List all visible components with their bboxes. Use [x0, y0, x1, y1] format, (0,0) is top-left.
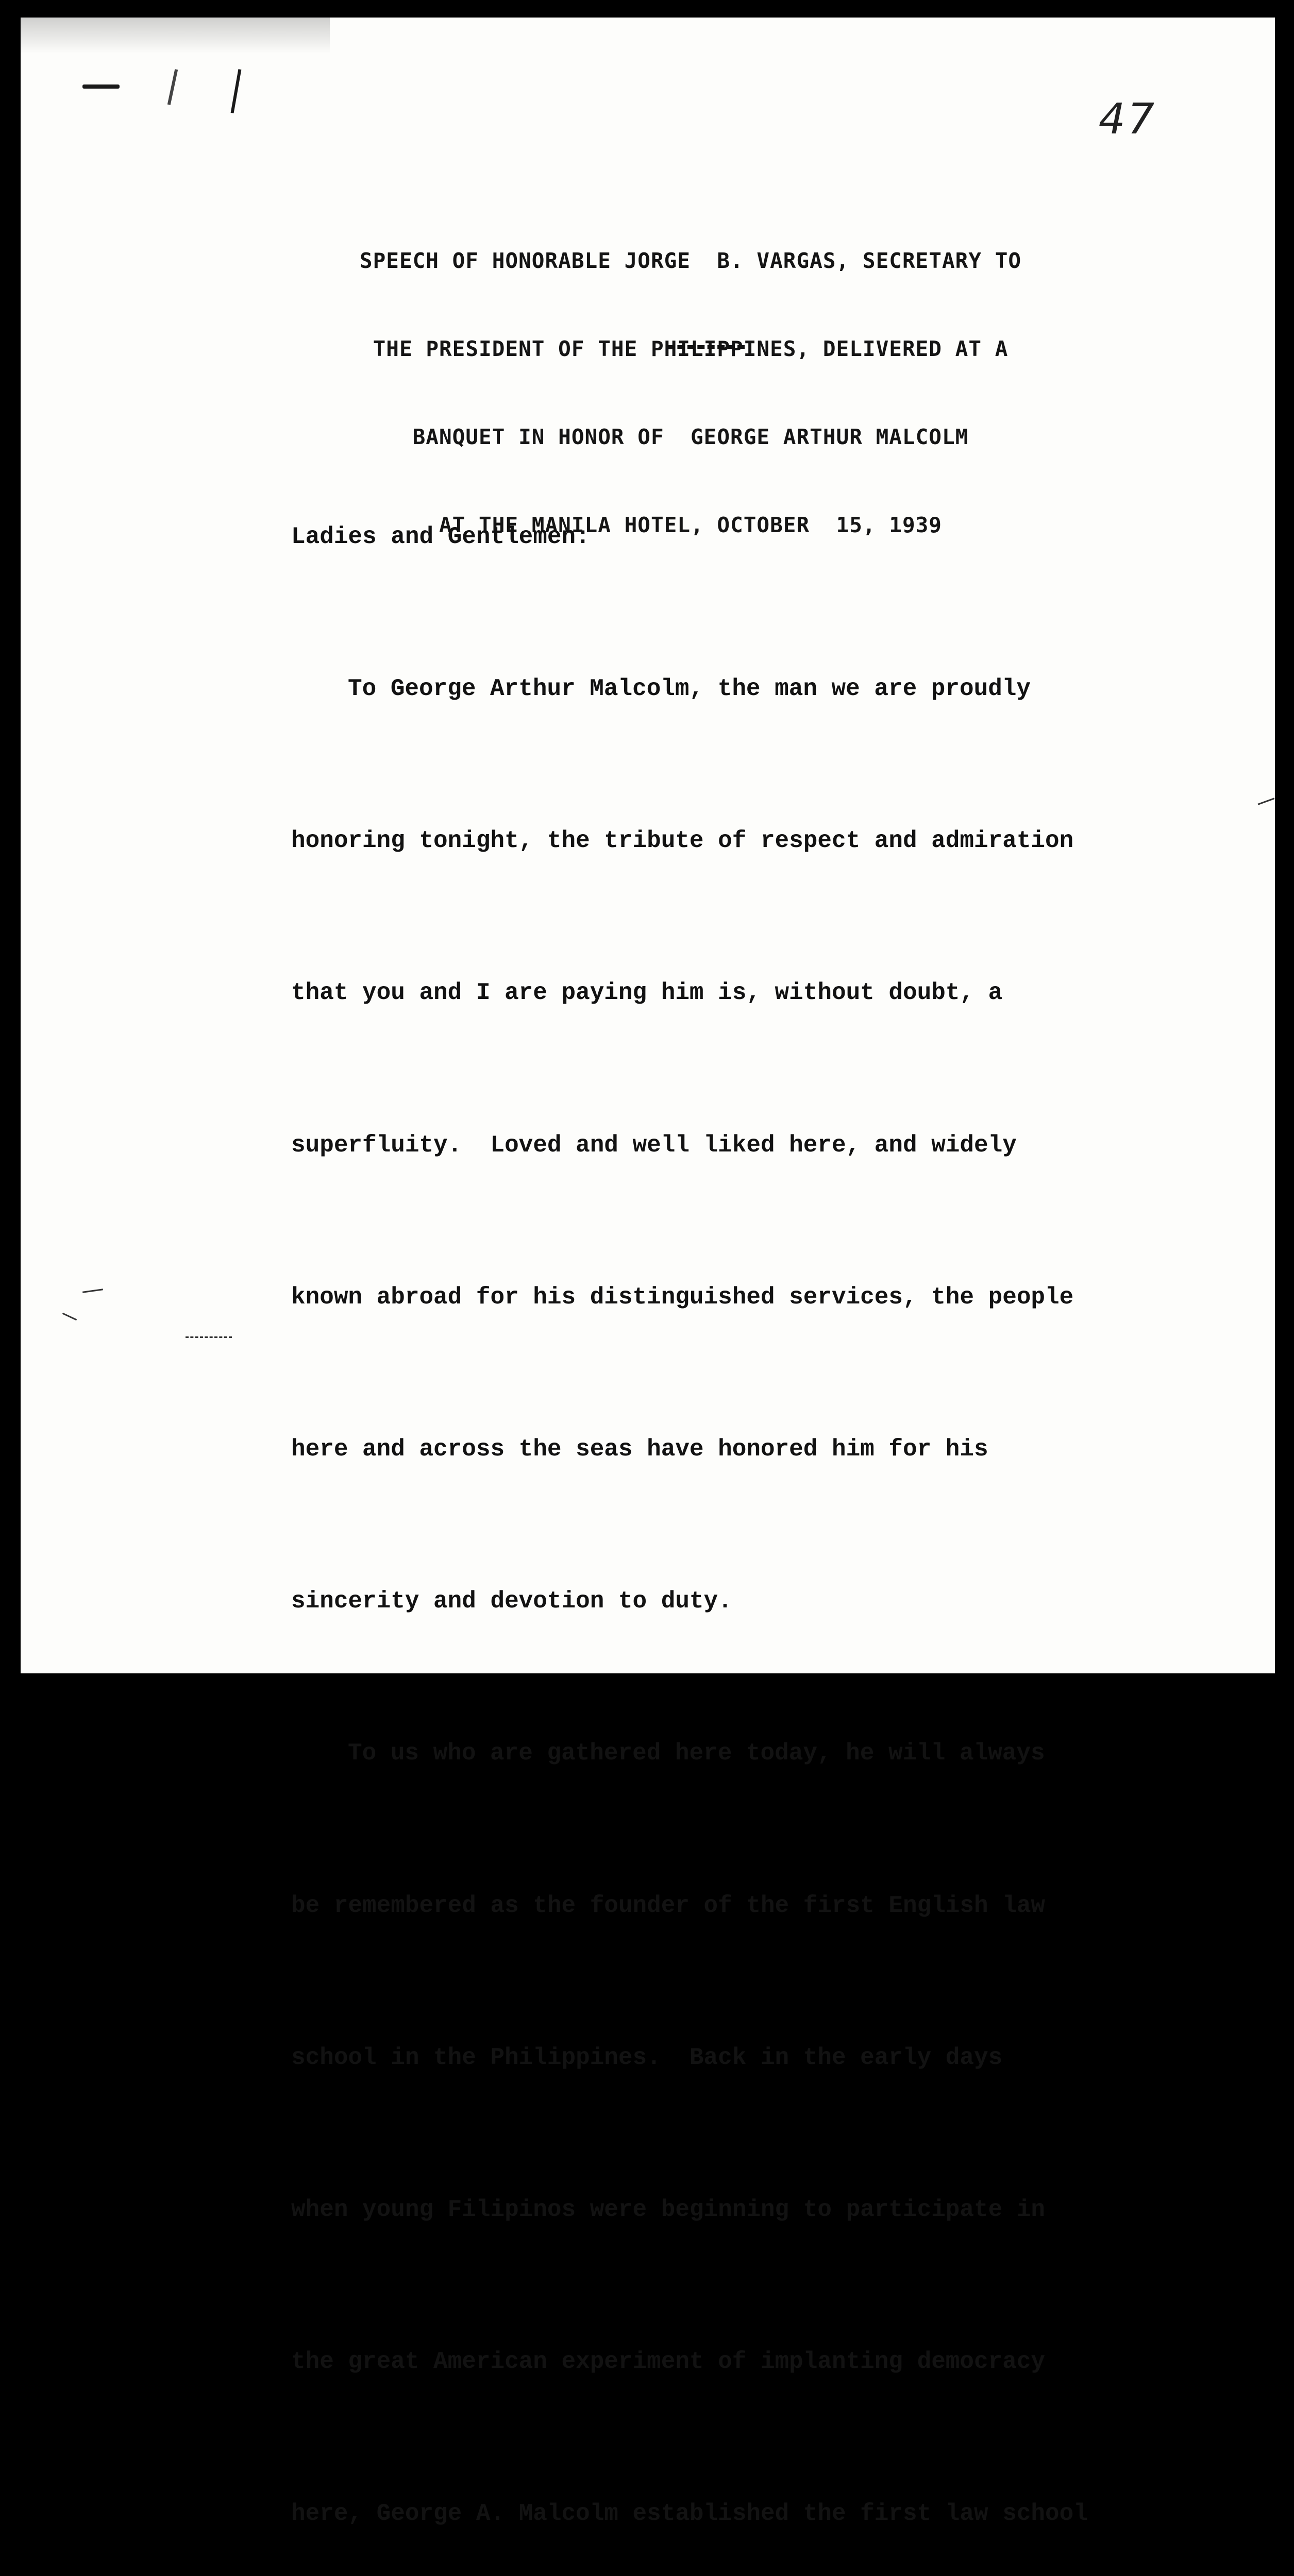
text-line: To George Arthur Malcolm, the man we are proudly	[348, 675, 1031, 703]
scan-speck	[62, 1313, 77, 1320]
scan-speck	[1258, 798, 1275, 805]
scan-speck	[82, 1289, 103, 1293]
text-line: superfluity. Loved and well liked here, and widely	[291, 1131, 1017, 1159]
scan-speck	[186, 1336, 232, 1340]
handwritten-tick-mark	[231, 69, 242, 113]
text-line: sincerity and devotion to duty.	[291, 1588, 732, 1615]
title-line: AT THE MANILA HOTEL, OCTOBER 15, 1939	[439, 513, 942, 537]
page-number: 47	[1098, 95, 1156, 144]
title-separator	[667, 345, 745, 353]
scan-shadow	[21, 18, 330, 54]
title-line: BANQUET IN HONOR OF GEORGE ARTHUR MALCOLM	[412, 425, 969, 449]
text-line: here and across the seas have honored him for his	[291, 1436, 988, 1463]
text-line: here, George A. Malcolm established the first law school	[291, 2500, 1088, 2528]
text-line: that you and I are paying him is, without doubt, a	[291, 979, 1003, 1007]
text-line: To us who are gathered here today, he will always	[348, 1740, 1045, 1767]
title-line: SPEECH OF HONORABLE JORGE B. VARGAS, SECRETARY TO	[359, 248, 1022, 273]
text-line: school in the Philippines. Back in the early days	[291, 2044, 1003, 2071]
document-page	[21, 18, 1275, 2528]
text-line: known abroad for his distinguished services, the people	[291, 1283, 1074, 1311]
handwritten-dash-mark	[82, 84, 120, 89]
text-line: honoring tonight, the tribute of respect and admiration	[291, 827, 1074, 855]
speech-body	[291, 410, 1219, 2576]
text-line: the great American experiment of implanting democracy	[291, 2348, 1046, 2376]
handwritten-tick-mark	[167, 69, 178, 105]
title-line: THE PRESIDENT OF THE PHILIPPINES, DELIVERED AT A	[373, 336, 1009, 361]
text-line: be remembered as the founder of the first English law	[291, 1892, 1046, 1919]
salutation: Ladies and Gentlemen:	[291, 523, 590, 550]
text-line: when young Filipinos were beginning to participate in	[291, 2196, 1046, 2224]
